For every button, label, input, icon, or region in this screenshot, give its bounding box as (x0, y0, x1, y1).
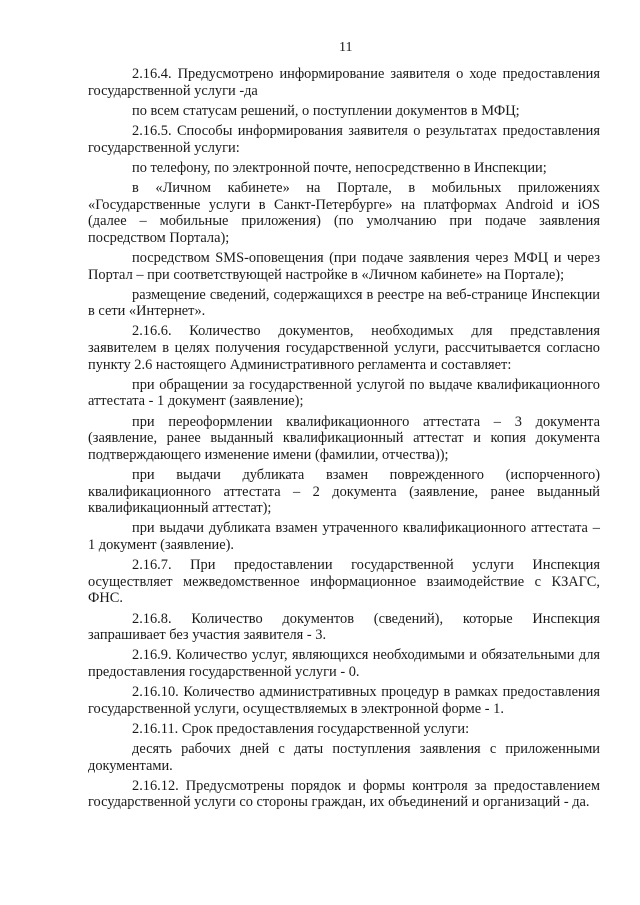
paragraph-docs-issue: при обращении за государственной услугой по выдаче квалификационного аттестата - 1 документ (заявление); (88, 376, 600, 410)
paragraph-2-16-5: 2.16.5. Способы информирования заявителя о результатах предоставления государственной услуги: (88, 122, 600, 156)
paragraph-docs-duplicate-lost: при выдачи дубликата взамен утраченного квалификационного аттестата – 1 документ (заявление). (88, 520, 600, 553)
paragraph-2-16-4: 2.16.4. Предусмотрено информирование заявителя о ходе предоставления государственной услуги -да (88, 66, 600, 99)
paragraph-2-16-11: 2.16.11. Срок предоставления государственной услуги: (132, 720, 470, 737)
document-body (88, 66, 600, 815)
paragraph-method-portal: в «Личном кабинете» на Портале, в мобильных приложениях «Государственные услуги в Санкт-Петербурге» на платформах Android и iOS (далее – мобильные приложения) (по умолчанию при подаче заявления посредством Портала); (88, 179, 600, 246)
page-number: 11 (339, 40, 353, 55)
paragraph-2-16-10: 2.16.10. Количество административных процедур в рамках предоставления государственной услуги, осуществляемых в электронной форме - 1. (88, 684, 600, 717)
paragraph-2-16-9: 2.16.9. Количество услуг, являющихся необходимыми и обязательными для предоставления государственной услуги - 0. (88, 647, 600, 680)
paragraph-method-phone: по телефону, по электронной почте, непосредственно в Инспекции; (132, 159, 547, 176)
paragraph-2-16-11-term: десять рабочих дней с даты поступления заявления с приложенными документами. (88, 741, 600, 774)
paragraph-2-16-12: 2.16.12. Предусмотрены порядок и формы контроля за предоставлением государственной услуги со стороны граждан, их объединений и организаций - да. (88, 777, 600, 811)
paragraph-method-sms: посредством SMS-оповещения (при подаче заявления через МФЦ и через Портал – при соответствующей настройке в «Личном кабинете» на Портале); (88, 249, 600, 283)
paragraph-2-16-8: 2.16.8. Количество документов (сведений), которые Инспекция запрашивает без участия заявителя - 3. (88, 610, 600, 644)
paragraph-docs-reissue: при переоформлении квалификационного аттестата – 3 документа (заявление, ранее выданный квалификационный аттестат и копия документа подтверждающего изменение имени (фамилии, отчества)); (88, 413, 600, 463)
paragraph-2-16-6: 2.16.6. Количество документов, необходимых для представления заявителем в целях получения государственной услуги, рассчитывается согласно пункту 2.6 настоящего Административного регламента и составляет: (88, 323, 600, 373)
paragraph-2-16-4-detail: по всем статусам решений, о поступлении документов в МФЦ; (132, 102, 520, 119)
paragraph-method-website: размещение сведений, содержащихся в реестре на веб-странице Инспекции в сети «Интернет». (88, 286, 600, 320)
paragraph-docs-duplicate-damaged: при выдачи дубликата взамен поврежденного (испорченного) квалификационного аттестата – 2 документа (заявление, ранее выданный квалификационный аттестат); (88, 467, 600, 517)
paragraph-2-16-7: 2.16.7. При предоставлении государственной услуги Инспекция осуществляет межведомственное информационное взаимодействие с КЗАГС, ФНС. (88, 557, 600, 607)
